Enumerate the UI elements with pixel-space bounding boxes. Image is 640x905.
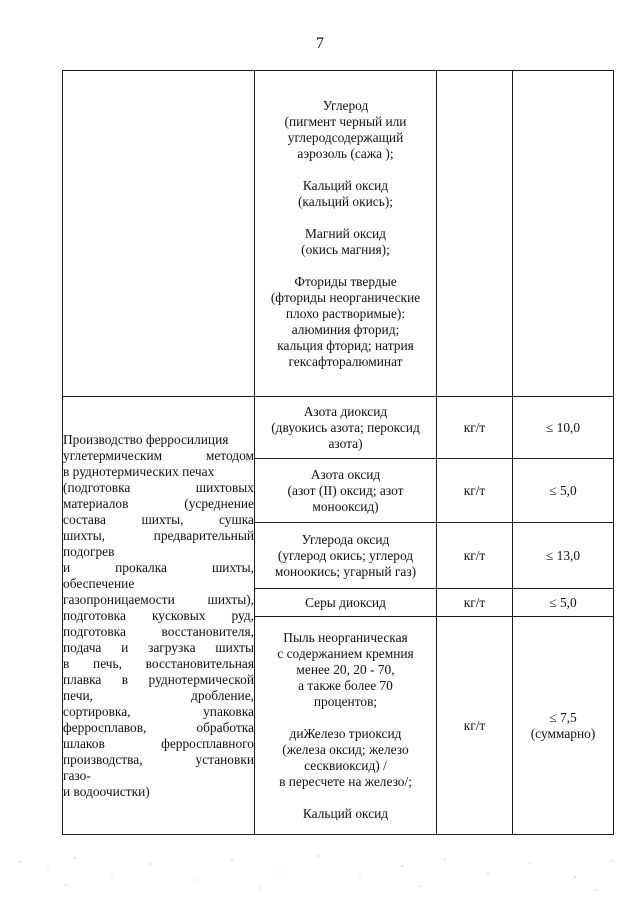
unit-cell: кг/т xyxy=(437,617,513,835)
page-number: 7 xyxy=(316,35,324,52)
substance-cell: Азота диоксид (двуокись азота; пероксид азота) xyxy=(255,397,437,459)
table-row xyxy=(63,397,614,459)
unit-cell: кг/т xyxy=(437,459,513,523)
unit-cell xyxy=(437,71,513,397)
unit-cell: кг/т xyxy=(437,589,513,617)
norm-cell xyxy=(513,71,614,397)
emission-norms-table xyxy=(62,70,614,835)
norm-cell: ≤ 13,0 xyxy=(513,523,614,589)
unit-cell: кг/т xyxy=(437,523,513,589)
process-cell xyxy=(63,71,255,397)
norm-cell: ≤ 7,5 (суммарно) xyxy=(513,617,614,835)
substance-cell: Азота оксид (азот (II) оксид; азот монооксид) xyxy=(255,459,437,523)
substance-cell: Серы диоксид xyxy=(255,589,437,617)
norm-cell: ≤ 5,0 xyxy=(513,459,614,523)
substance-cell: Углерод (пигмент черный или углеродсодержащий аэрозоль (сажа ); Кальций оксид (кальций окись); Магний оксид (окись магния); Фториды твердые (фториды неорганические плохо растворимые): алюминия фторид; кальция фторид; натрия гексафторалюминат xyxy=(255,71,437,397)
norm-cell: ≤ 5,0 xyxy=(513,589,614,617)
substance-cell: Пыль неорганическая с содержанием кремния менее 20, 20 - 70, а также более 70 процентов; диЖелезо триоксид (железа оксид; железо сесквиоксид) / в пересчете на железо/; Кальций оксид xyxy=(255,617,437,835)
norm-cell: ≤ 10,0 xyxy=(513,397,614,459)
process-cell: Производство ферросилиция углетермическим методом в руднотермических печах (подготовка шихтовых материалов (усреднение состава шихты, сушка шихты, предварительный подогрев и прокалка шихты, обеспечение газопроницаемости шихты), подготовка кусковых руд, подготовка восстановителя, подача и загрузка шихты в печь, восстановительная плавка в руднотермической печи, дробление, сортировка, упаковка ферросплавов, обработка шлаков ферросплавного производства, установки газо- и водоочистки) xyxy=(63,397,255,835)
unit-cell: кг/т xyxy=(437,397,513,459)
scan-noise xyxy=(0,850,640,900)
substance-cell: Углерода оксид (углерод окись; углерод моноокись; угарный газ) xyxy=(255,523,437,589)
table-row xyxy=(63,71,614,397)
